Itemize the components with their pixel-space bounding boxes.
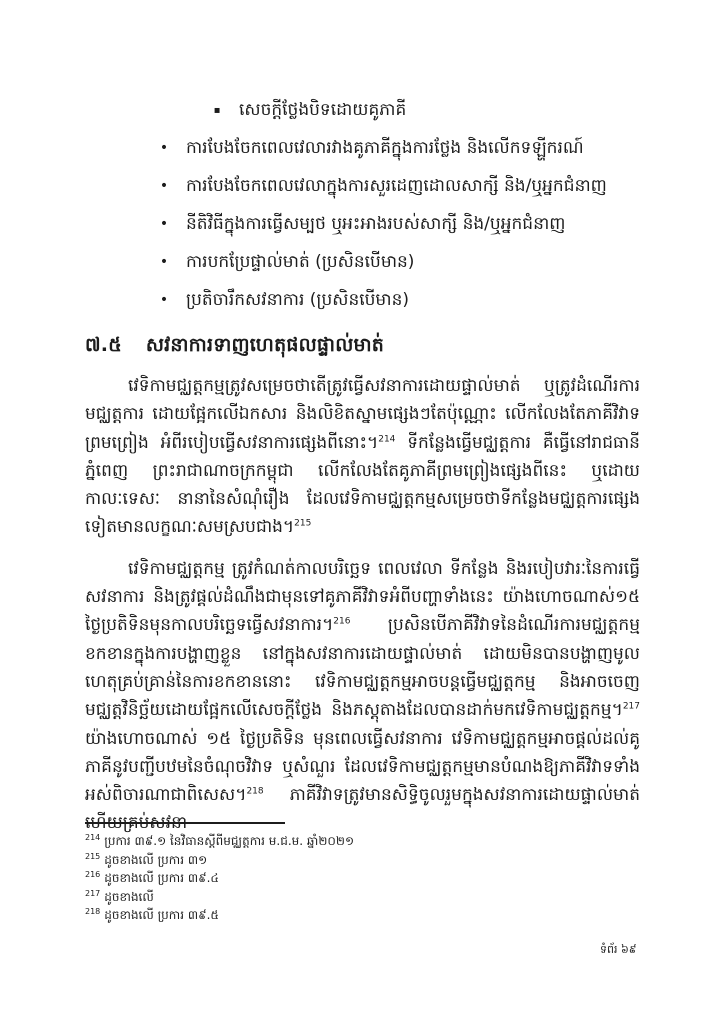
list-item <box>158 211 640 238</box>
list-item <box>158 135 640 162</box>
footnote-text: ប្រការ ៣៩.១ នៃវិធានស្តីពីមជ្ឈត្តការ ម.ជ.ម. ឆ្នាំ២០២១ <box>104 834 355 848</box>
section-heading <box>85 331 640 359</box>
body-paragraph: វេទិកាមជ្ឈត្តកម្ម ត្រូវកំណត់កាលបរិច្ឆេទ ពេលវេលា ទីកន្លែង និងរបៀបវារៈនៃការធ្វើសវនាការ និងត្រូវផ្តល់ដំណឹងជាមុនទៅគូភាគីវិវាទអំពីបញ្ហាទាំងនេះ យ៉ាងហោចណាស់១៥ ថ្ងៃប្រតិទិនមុនកាលបរិច្ឆេទធ្វើសវនាការ។$^{216}$ ប្រសិនបើភាគីវិវាទនៃដំណើរការមជ្ឈត្តកម្មខកខានក្នុងការបង្ហាញខ្លួន នៅក្នុងសវនាការដោយផ្ទាល់មាត់ ដោយមិនបានបង្ហាញមូលហេតុគ្រប់គ្រាន់នៃការខកខាននោះ វេទិកាមជ្ឈត្តកម្មអាចបន្តធ្វើមជ្ឈត្តកម្ម និងអាចចេញមជ្ឈត្តវិនិច្ឆ័យដោយផ្អែកលើសេចក្តីថ្លែង និងភស្តុតាងដែលបានដាក់មកវេទិកាមជ្ឈត្តកម្ម។$^{217}$ យ៉ាងហោចណាស់ ១៥ ថ្ងៃប្រតិទិន មុនពេលធ្វើសវនាការ វេទិកាមជ្ឈត្តកម្មអាចផ្តល់ដល់គូភាគីនូវបញ្ជីបឋមនៃចំណុចវិវាទ ឬសំណួរ ដែលវេទិកាមជ្ឈត្តកម្មមានបំណងឱ្យភាគីវិវាទទាំងអស់ពិចារណាជាពិសេស។$^{218}$ ភាគីវិវាទត្រូវមានសិទ្ធិចូលរួមក្នុងសវនាការដោយផ្ទាល់មាត់ ហើយគ្រប់សវនា <box>85 558 640 834</box>
footnote-block <box>85 822 641 925</box>
footnote-text: ដូចខាងលើ ប្រការ ៣១ <box>104 852 208 867</box>
bullet-icon: • <box>159 178 169 194</box>
footnote-text: ដូចខាងលើ ប្រការ ៣៩.៤ <box>104 871 219 885</box>
list-item <box>211 97 640 124</box>
list-item-text: នីតិវិធីក្នុងការធ្វើសម្បថ ឬអះអាងរបស់សាក្សី និង/ឬអ្នកជំនាញ <box>186 214 566 234</box>
footnote <box>85 851 641 870</box>
footnote-number: 216 <box>85 870 101 879</box>
footnote-number: 214 <box>85 833 101 842</box>
bullet-icon: • <box>159 254 169 270</box>
body-paragraph: វេទិកាមជ្ឈត្តកម្មត្រូវសម្រេចថាតើត្រូវធ្វើសវនាការដោយផ្ទាល់មាត់ ឬត្រូវដំណើរការមជ្ឈត្តការ ដោយផ្អែកលើឯកសារ និងលិខិតស្នាមផ្សេងៗតែប៉ុណ្ណោះ លើកលែងតែភាគីវិវាទព្រមព្រៀង អំពីរបៀបធ្វើសវនាការផ្សេងពីនោះ។$^{214}$ ទីកន្លែងធ្វើមជ្ឈត្តការ គឺធ្វើនៅរាជធានីភ្នំពេញ ព្រះរាជាណាចក្រកម្ពុជា លើកលែងតែគូភាគីព្រមព្រៀងផ្សេងពីនេះ ឬដោយកាលៈទេសៈ នានានៃសំណុំរឿង ដែលវេទិកាមជ្ឈត្តកម្មសម្រេចថាទីកន្លែងមជ្ឈត្តការផ្សេងទៀតមានលក្ខណៈសមស្របជាង។$^{215}$ <box>85 376 640 538</box>
section-title: សវនាការទាញហេតុផលផ្ទាល់មាត់ <box>145 334 385 356</box>
footnote-number: 217 <box>85 888 101 898</box>
footnote-separator <box>85 822 285 824</box>
footnote-reference: 218 <box>246 786 264 797</box>
footnote-text: ដូចខាងលើ ប្រការ ៣៩.៥ <box>104 908 219 922</box>
list-item-text: ការបែងចែកពេលវេលារវាងគូភាគីក្នុងការថ្លែង និងលើកទឡ្ហីករណ៍ <box>186 138 584 158</box>
list-item-text: ការបកប្រែផ្ទាល់មាត់ (ប្រសិនបើមាន) <box>186 252 415 272</box>
list-item <box>158 287 640 314</box>
square-bullet-icon: ▪ <box>213 105 221 116</box>
footnote-reference: 215 <box>294 518 312 529</box>
bullet-icon: • <box>159 140 169 156</box>
footnote-reference: 214 <box>378 433 396 444</box>
page-number: ទំព័រ ៦៩ <box>600 943 637 956</box>
footnote <box>85 869 641 888</box>
footnote-reference: 217 <box>622 701 640 712</box>
list-item-text: ការបែងចែកពេលវេលាក្នុងការសួរដេញដោលសាក្សី និង/ឬអ្នកជំនាញ <box>186 176 607 196</box>
list-item <box>158 249 640 276</box>
footnote-number: 218 <box>85 907 101 916</box>
footnote <box>85 832 641 851</box>
footnote-number: 215 <box>85 851 101 861</box>
bullet-icon: • <box>159 216 169 232</box>
footnote-reference: 216 <box>333 616 351 627</box>
footnote <box>85 888 641 907</box>
bullet-icon: • <box>159 292 169 308</box>
section-number: ៧.៥ <box>85 334 122 356</box>
list-item-text: សេចក្តីថ្លែងបិទដោយគូភាគី <box>239 100 407 120</box>
list-item <box>158 173 640 200</box>
footnote <box>85 906 641 925</box>
footnote-text: ដូចខាងលើ <box>104 889 154 904</box>
list-item-text: ប្រតិចារឹកសវនាការ (ប្រសិនបើមាន) <box>186 290 410 310</box>
